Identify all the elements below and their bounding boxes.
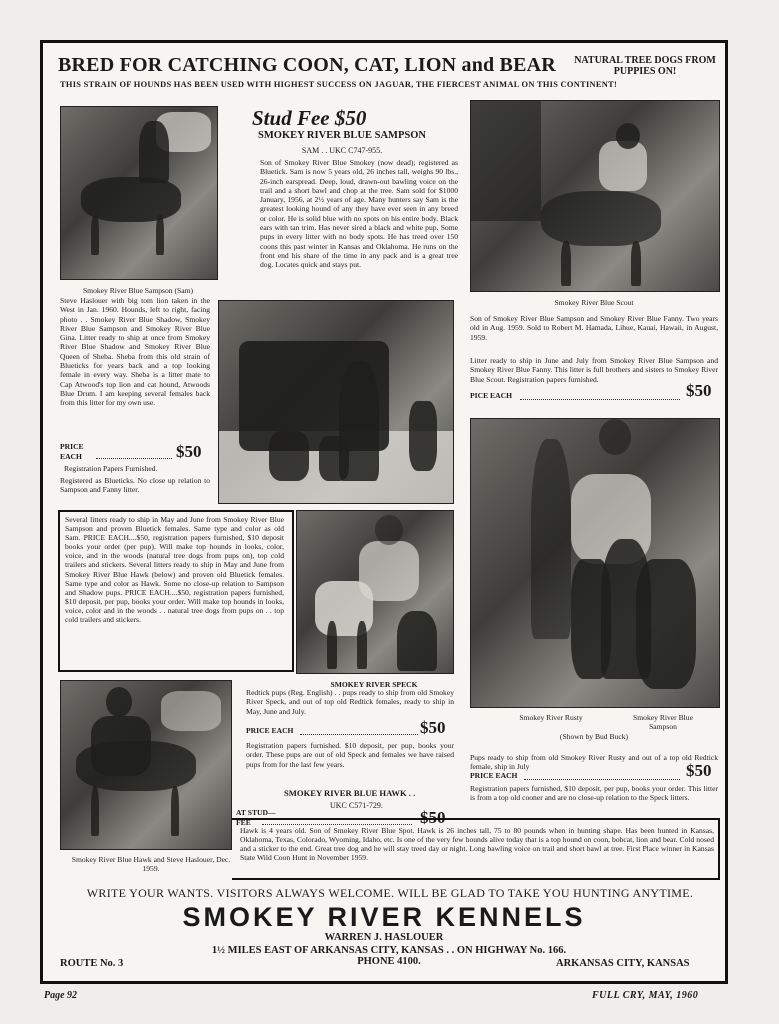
rusty-text: Pups ready to ship from old Smokey River Rusty and out of a top old Redtick female, ship in July bbox=[470, 753, 718, 772]
redtick-price-rule bbox=[300, 734, 418, 735]
rusty-price-label: PRICE EACH bbox=[470, 771, 518, 780]
lion-reg: Registration Papers Furnished. bbox=[64, 464, 158, 473]
owner-name: WARREN J. HASLOUER bbox=[324, 932, 444, 943]
scout-litter: Litter ready to ship in June and July from Smokey River Blue Sampson and Smokey River Blue Fanny. This litter is full brothers and sisters to Smokey River Blue Scout. Registration papers furnished. bbox=[470, 356, 718, 384]
stud-name: SMOKEY RIVER BLUE SAMPSON bbox=[258, 130, 426, 141]
photo-scout bbox=[470, 100, 720, 292]
headline: BRED FOR CATCHING COON, CAT, LION and BEAR bbox=[58, 54, 556, 76]
photo-speck bbox=[296, 510, 454, 674]
hawk-fee: $50 bbox=[420, 808, 446, 827]
magazine-issue: FULL CRY, MAY, 1960 bbox=[592, 990, 699, 1001]
lion-price: $50 bbox=[176, 442, 202, 461]
caption-shown-by: (Shown by Bud Buck) bbox=[559, 732, 629, 741]
headline-right: NATURAL TREE DOGS FROM PUPPIES ON! bbox=[574, 55, 716, 77]
caption-speck: SMOKEY RIVER SPECK bbox=[330, 680, 418, 689]
subheadline: THIS STRAIN OF HOUNDS HAS BEEN USED WITH HIGHEST SUCCESS ON JAGUAR, THE FIERCEST ANIMAL ON THIS CONTINENT! bbox=[60, 80, 618, 89]
lion-note: Registered as Blueticks. No close up relation to Sampson and Fanny litter. bbox=[60, 476, 210, 495]
stud-reg: SAM . . UKC C747-955. bbox=[301, 146, 383, 155]
caption-rusty: Smokey River Rusty bbox=[519, 713, 583, 722]
photo-sam bbox=[60, 106, 218, 280]
caption-scout: Smokey River Blue Scout bbox=[554, 298, 634, 307]
rusty-price-rule bbox=[524, 779, 680, 780]
rusty-price: $50 bbox=[686, 761, 712, 780]
scout-price: $50 bbox=[686, 381, 712, 400]
hawk-text: Hawk is 4 years old. Son of Smokey River Blue Spot. Hawk is 26 inches tall, 75 to 80 pounds when in hunting shape. Has been hunted in Kansas, Oklahoma, Texas, Colorado, Wyoming, Idaho, etc. Is one of the very few hounds alive today that is a top hound on coon, bobcat, lion and bear. Cold nosed and a sticker to the end. Great tree dog and he will stay treed day or night. Long bawling voice on trail and short bawl at tree. First Place winner in Kansas State Wild Coon Hunt in November 1959. bbox=[240, 826, 714, 862]
route: ROUTE No. 3 bbox=[60, 958, 124, 969]
redtick-reg: Registration papers furnished. $10 deposit, per pup, books your order. These pups are out of old Speck and females we have raised pups from for the last few years. bbox=[246, 741, 454, 769]
photo-hawk bbox=[60, 680, 232, 850]
city: ARKANSAS CITY, KANSAS bbox=[556, 958, 690, 969]
kennel-name: SMOKEY RIVER KENNELS bbox=[182, 902, 586, 932]
hawk-reg: UKC C571-729. bbox=[330, 801, 383, 810]
footer-line: WRITE YOUR WANTS. VISITORS ALWAYS WELCOME. WILL BE GLAD TO TAKE YOU HUNTING ANYTIME. bbox=[86, 886, 694, 900]
caption-sampson2: Smokey River Blue Sampson bbox=[633, 713, 693, 731]
scout-price-label: PICE EACH bbox=[470, 391, 512, 400]
litters-text: Several litters ready to ship in May and June from Smokey River Blue Sampson and proven Bluetick females. Same type and color as old Sam. PRICE EACH....$50, registration papers furnished, $10 deposit books your order (per pup). Will make top hounds in looks, color, voice, and in the woods (natural tree dogs from pups on), top cold trailers and stickers. Several litters ready to ship in May and June from Smokey River Blue Hawk (below) and proven old Bluetick females. Same type and color as Hawk. Some no close-up relation to Sampson and Shadow pups. PRICE EACH....$50, registration papers furnished, $10 deposit, per pup, books your order. Will make top hounds in looks, voice, color and in the woods . . natural tree dogs from pups on . . top cold trailers and stickers. bbox=[65, 515, 284, 625]
lion-text: Steve Haslouer with big tom lion taken in the West in Jan. 1960. Hounds, left to right, facing photo . . Smokey River Blue Shadow, Smokey River Blue Sampson and Smokey River Blue Gina. Litter ready to ship at once from Smokey River Blue Shadow and Smokey River Blue Queen of Sheba. Sheba from this old strain of Blueticks for years back and a top looking female in every way. Sheba is a litter mate to Cap Atwood's top lion and cat hound, Atwoods Blue Drum. I am keeping several females back from this litter for my own use. bbox=[60, 296, 210, 408]
phone: PHONE 4100. bbox=[357, 956, 421, 967]
photo-rusty bbox=[470, 418, 720, 708]
redtick-text: Redtick pups (Reg. English) . . pups ready to ship from old Smokey River Speck, and out of top old Redtick females, ready to ship in May, June and July. bbox=[246, 688, 454, 716]
caption-sam: Smokey River Blue Sampson (Sam) bbox=[82, 286, 194, 295]
address-line: 1½ MILES EAST OF ARKANSAS CITY, KANSAS . . ON HIGHWAY No. 166. bbox=[211, 945, 567, 956]
lion-price-rule bbox=[96, 458, 172, 459]
scout-text: Son of Smokey River Blue Sampson and Smokey River Blue Fanny. Two years old in Aug. 1959. Sold to Robert M. Hamada, Lihue, Kauai, Hawaii, in August, 1959. bbox=[470, 314, 718, 342]
hawk-fee-label: AT STUD—FEE bbox=[236, 808, 276, 827]
rusty-reg: Registration papers furnished, $10 deposit, per pup, books your order. This litter is from a top old cooner and are no close-up relation to the Speck litters. bbox=[470, 784, 718, 803]
scout-price-rule bbox=[520, 399, 680, 400]
lion-price-label: PRICE EACH bbox=[60, 442, 84, 461]
stud-text: Son of Smokey River Blue Smokey (now dead); registered as Bluetick. Sam is now 5 years old, 26 inches tall, weighs 90 lbs., 26-inch earspread. Deep, loud, drawn-out bawling voice on the trail and a short bawl and chop at the tree. Sam sold for $1000 January, 1956, at 2½ years of age. Many hunters say Sam is the greatest looking hound of any they have ever seen in any breed or color. He is solid blue with no spots on his entire body. Black ears with tan trim. Has never sired a black and white pup. Some pups in every litter with no body spots. He has treed over 150 coons this past winter in Kansas and Oklahoma. He runs on the front end his share of the time in any pack and is a great tree dog. Locates quick and stays put. bbox=[260, 158, 458, 270]
photo-lion bbox=[218, 300, 454, 504]
stud-fee-title: Stud Fee $50 bbox=[252, 106, 367, 130]
hawk-name: SMOKEY RIVER BLUE HAWK . . bbox=[284, 788, 416, 798]
page-number: Page 92 bbox=[44, 990, 78, 1001]
redtick-price: $50 bbox=[420, 718, 446, 737]
redtick-price-label: PRICE EACH bbox=[246, 726, 294, 735]
caption-hawk: Smokey River Blue Hawk and Steve Haslouer, Dec. 1959. bbox=[71, 855, 231, 873]
